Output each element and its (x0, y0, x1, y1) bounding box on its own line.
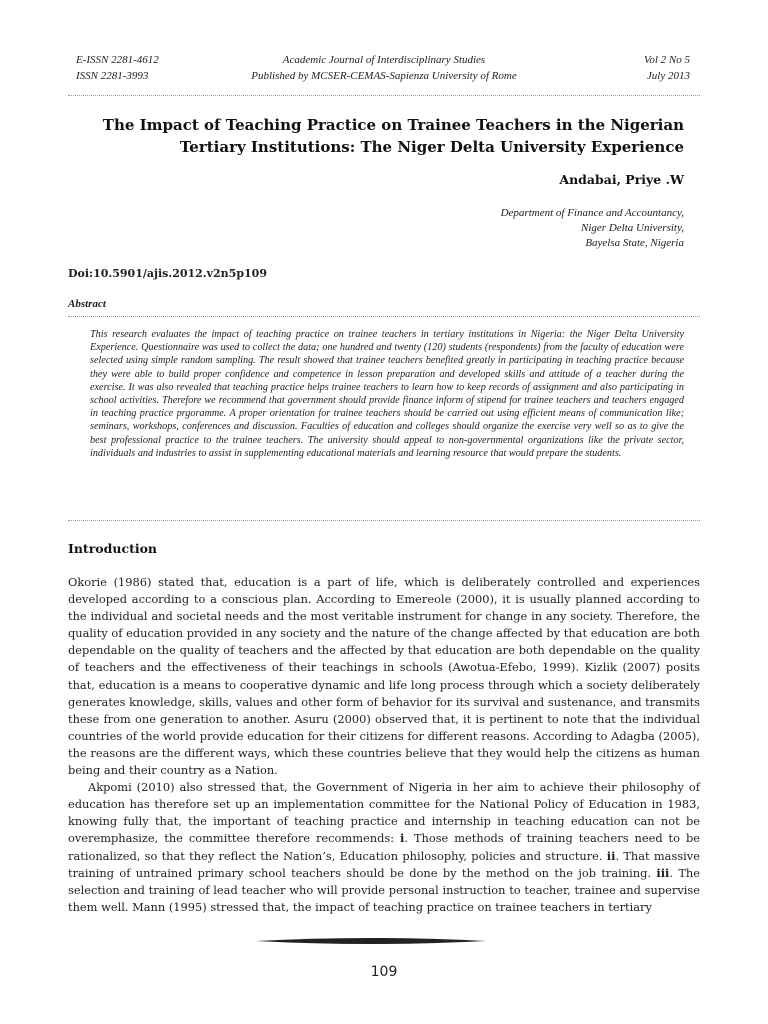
author-name: Andabai, Priye .W (559, 172, 684, 187)
paragraph-2 (68, 779, 700, 916)
paragraph-2-text-d: . The selection and training of lead teacher who will provide personal instruction to teacher, trainee and supervise them well. Mann (1995) stressed that, the impact of teaching practice on trainee teachers in tertiary (68, 865, 700, 914)
header-date: July 2013 (646, 70, 690, 82)
list-marker-i: i (400, 831, 405, 846)
header-issue-block (644, 52, 690, 84)
affiliation-line-2: Niger Delta University, (581, 222, 684, 234)
abstract-bottom-divider (68, 520, 700, 521)
paragraph-2-text-c: . That massive training of untrained primary school teachers should be done by the method on the job training. (68, 848, 700, 880)
introduction-body (68, 574, 700, 916)
paragraph-1: Okorie (1986) stated that, education is a part of life, which is deliberately controlled and experiences developed according to a conscious plan. According to Emereole (2000), it is usually planned according to the individual and societal needs and the most veritable instrument for change in any society. Therefore, the quality of education provided in any society and the nature of the change affected by that education are both dependable on the quality of teachers and the affected by that education are both dependable on the quality of teachers and the effectiveness of their teachings in schools (Awotua-Efebo, 1999). Kizlik (2007) posits that, education is a means to cooperative dynamic and life long process through which a society deliberately generates knowledge, skills, values and other form of behavior for its survival and sustenance, and transmits these from one generation to another. Asuru (2000) observed that, it is pertinent to note that the individual countries of the world provide education for their citizens for different reasons. According to Adagba (2005), the reasons are the different ways, which these countries believe that they would help the citizens as human being and their country as a Nation. (68, 575, 700, 778)
affiliation-line-3: Bayelsa State, Nigeria (585, 237, 684, 249)
footer-ornament (256, 936, 486, 946)
header-issn: ISSN 2281-3993 (76, 70, 149, 82)
article-title-line-1: The Impact of Teaching Practice on Trainee Teachers in the Nigerian (102, 116, 684, 134)
abstract-text: This research evaluates the impact of teaching practice on trainee teachers in tertiary institutions in Nigeria: the Niger Delta University Experience. Questionnaire was used to collect the data; one hundred and twenty (120) students (respondents) from the faculty of education were selected using simple random sampling. The result showed that trainee teachers benefited greatly in participating in teaching practice because they were able to build proper confidence and competence in lesson preparation and developed skills and attitude of a teacher during the exercise. It was also revealed that teaching practice helps trainee teachers to learn how to keep records of assignment and also participating in school activities. Therefore we recommend that government should provide finance inform of stipend for trainee teachers and teachers engaged in teaching practice prgoramme. A proper orientation for trainee teachers should be carried out using efficient means of communication like; seminars, workshops, conferences and discussion. Faculties of education and colleges should organize the exercise very well so as to give the best professional practice to the trainee teachers. The university should appeal to non-governmental organizations like the private sector, individuals and industries to assist in supplementing educational materials and learning resource that would prepare the students. (90, 329, 684, 459)
doi-link[interactable]: Doi:10.5901/ajis.2012.v2n5p109 (68, 267, 267, 280)
footer-ornament-swash (256, 938, 486, 944)
list-marker-ii: ii (606, 848, 616, 863)
article-title (90, 114, 684, 158)
header-eissn: E-ISSN 2281-4612 (76, 54, 159, 66)
abstract-heading: Abstract (68, 298, 106, 310)
header-publisher: Published by MCSER-CEMAS-Sapienza University of Rome (251, 70, 517, 82)
section-heading-introduction: Introduction (68, 541, 158, 556)
author-affiliation (501, 206, 684, 251)
list-marker-iii: iii (656, 865, 670, 880)
affiliation-line-1: Department of Finance and Accountancy, (500, 207, 684, 219)
abstract-top-divider (68, 316, 700, 317)
paragraph-2-text-b: . Those methods of training teachers need to be rationalized, so that they reflect the Nation’s, Education philosophy, policies and structure. (68, 831, 700, 863)
running-header (68, 52, 700, 88)
header-divider (68, 95, 700, 96)
header-journal-block (68, 52, 700, 84)
paragraph-2-text-a: Akpomi (2010) also stressed that, the Government of Nigeria in her aim to achieve their philosophy of education has therefore set up an implementation committee for the National Policy of Education in 1983, knowing fully that, the important of teaching practice and internship in teaching education can not be overemphasize, the committee therefore recommends: (68, 780, 700, 846)
page-number: 109 (370, 964, 398, 980)
header-journal-name: Academic Journal of Interdisciplinary Studies (282, 54, 486, 66)
header-volume: Vol 2 No 5 (643, 54, 690, 66)
article-title-line-2: Tertiary Institutions: The Niger Delta University Experience (179, 138, 684, 156)
